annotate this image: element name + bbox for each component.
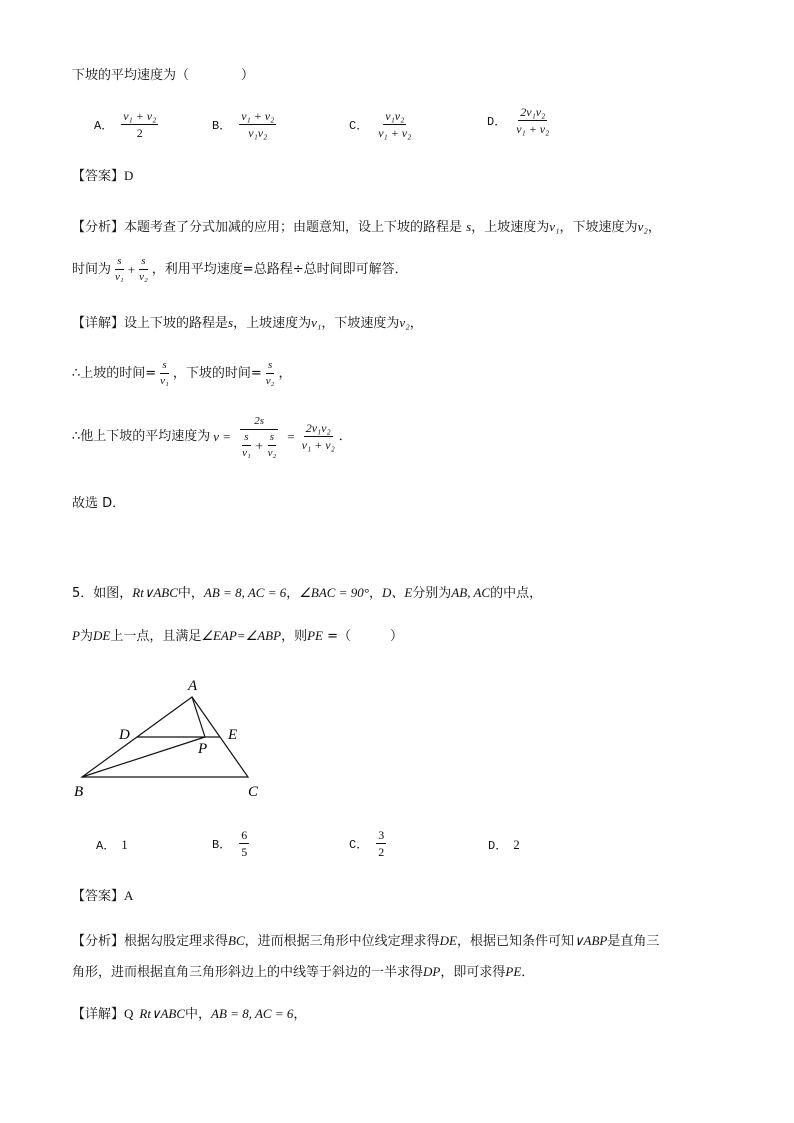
q5-analysis-line2: 角形，进而根据直角三角形斜边上的中线等于斜边的一半求得DP，即可求得PE． (72, 964, 535, 980)
q5-option-a: A． 1 (96, 836, 128, 853)
q5-stem-line2: P为DE上一点，且满足∠EAP=∠ABP，则PE =（ ） (72, 628, 403, 644)
q4-option-a: A． $\frac{\text{v₁ + v₂}}{2}$ (94, 109, 157, 140)
label-a: A (188, 678, 198, 694)
q4-option-b: B． $\frac{\text{v₁ + v₂}}{\text{v₁v₂}}$ (212, 109, 275, 140)
q5-option-c: C． $\frac{3}{2}$ (349, 828, 385, 859)
segment-ap (192, 697, 205, 737)
q5-option-b: B． $\frac{6}{5}$ (212, 828, 248, 859)
q4-option-c: C． $\frac{\text{v₁v₂}}{\text{v₁ + v₂}}$ (349, 109, 412, 140)
q4-detail-line2: ∴上坡的时间= $\frac{s}{\text{v₁}}$ ，下坡的时间= $\frac{s}{\text{v₂}}$ ， (72, 359, 292, 387)
q4-analysis-line2: 时间为 $\frac{s}{\text{v₁}}$ + $\frac{s}{\text{v₂}}$ ，利用平均速度=总路程÷总时间即可解答． (72, 255, 408, 283)
segment-bp (82, 737, 208, 777)
q4-conclusion: 故选 D． (72, 496, 126, 511)
triangle-figure (70, 672, 280, 806)
q4-detail-line1: 【详解】设上下坡的路程是s，上坡速度为v₁，下坡速度为v₂， (72, 315, 423, 331)
q5-analysis-line1: 【分析】根据勾股定理求得BC，进而根据三角形中位线定理求得DE，根据已知条件可知∨ABP是直角三 (72, 933, 660, 949)
label-c: C (248, 784, 259, 800)
label-p: P (198, 741, 208, 757)
q4-detail-line3: ∴他上下坡的平均速度为 v = 2s $\frac{s}{\text{v₁}}$ + $\frac{s}{\text{v₂}}$ = $\frac{\text{2v₁v₂}}{\text{v₁ + v₂}}$ ． (72, 415, 352, 459)
q5-option-d: D． 2 (488, 836, 520, 853)
q4-option-d: D． $\frac{\text{2v₁v₂}}{\text{v₁ + v₂}}$ (487, 105, 550, 136)
q5-detail-line1: 【详解】Q Rt∨ABC中，AB = 8, AC = 6， (72, 1006, 307, 1022)
label-b: B (74, 784, 84, 800)
q5-answer: 【答案】A (72, 888, 134, 904)
q5-stem-line1: 5．如图，Rt∨ABC中，AB = 8, AC = 6，∠BAC = 90°，D、E分别为AB, AC的中点， (72, 585, 543, 601)
label-d: D (119, 727, 130, 743)
q4-stem: 下坡的平均速度为（ ） (72, 68, 255, 83)
q4-analysis-line1: 【分析】本题考查了分式加减的应用；由题意知，设上下坡的路程是 s，上坡速度为v₁，下坡速度为v₂， (72, 219, 661, 235)
q4-answer: 【答案】D (72, 168, 134, 184)
label-e: E (228, 727, 238, 743)
